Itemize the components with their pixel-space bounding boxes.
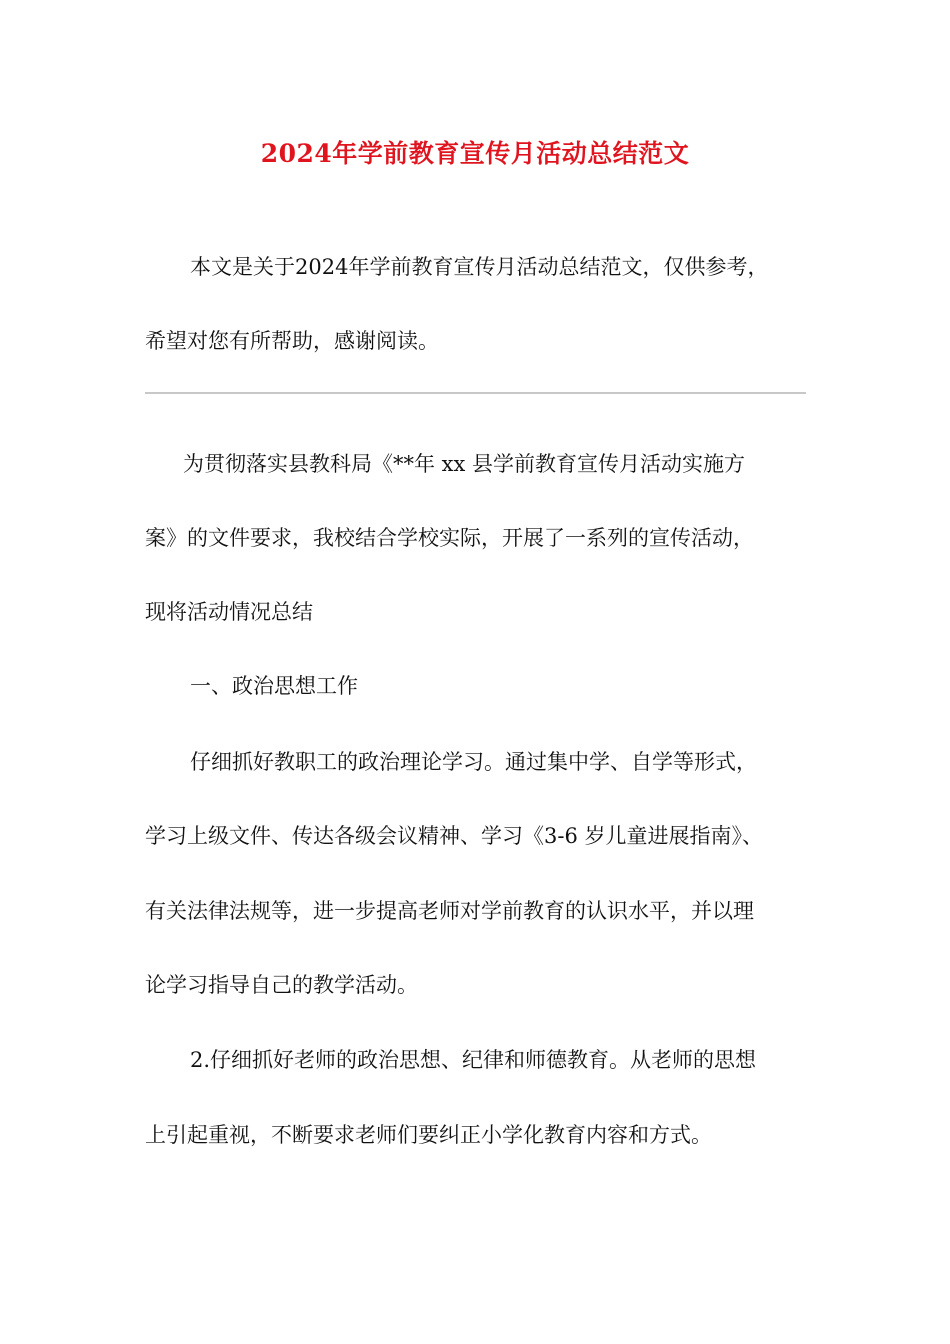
- paragraph-line: 仔细抓好教职工的政治理论学习。通过集中学、自学等形式，: [190, 750, 757, 774]
- paragraph-line: 有关法律法规等，进一步提高老师对学前教育的认识水平，并以理: [145, 899, 754, 923]
- paragraph-line: 学习上级文件、传达各级会议精神、学习《3-6 岁儿童进展指南》、: [145, 824, 763, 848]
- intro-line: 希望对您有所帮助，感谢阅读。: [145, 329, 439, 353]
- paragraph-line: 案》的文件要求，我校结合学校实际，开展了一系列的宣传活动，: [145, 526, 754, 550]
- paragraph-line: 为贯彻落实县教科局《**年 xx 县学前教育宣传月活动实施方: [183, 452, 746, 476]
- section-divider: [145, 392, 806, 394]
- intro-line: 本文是关于2024年学前教育宣传月活动总结范文，仅供参考，: [190, 255, 769, 279]
- paragraph-line: 2.仔细抓好老师的政治思想、纪律和师德教育。从老师的思想: [190, 1048, 757, 1072]
- paragraph-line: 现将活动情况总结: [145, 600, 313, 624]
- paragraph-line: 论学习指导自己的教学活动。: [145, 973, 418, 997]
- document-title: 2024年学前教育宣传月活动总结范文: [260, 139, 690, 168]
- section-heading: 一、政治思想工作: [190, 674, 358, 698]
- paragraph-line: 上引起重视，不断要求老师们要纠正小学化教育内容和方式。: [145, 1123, 712, 1147]
